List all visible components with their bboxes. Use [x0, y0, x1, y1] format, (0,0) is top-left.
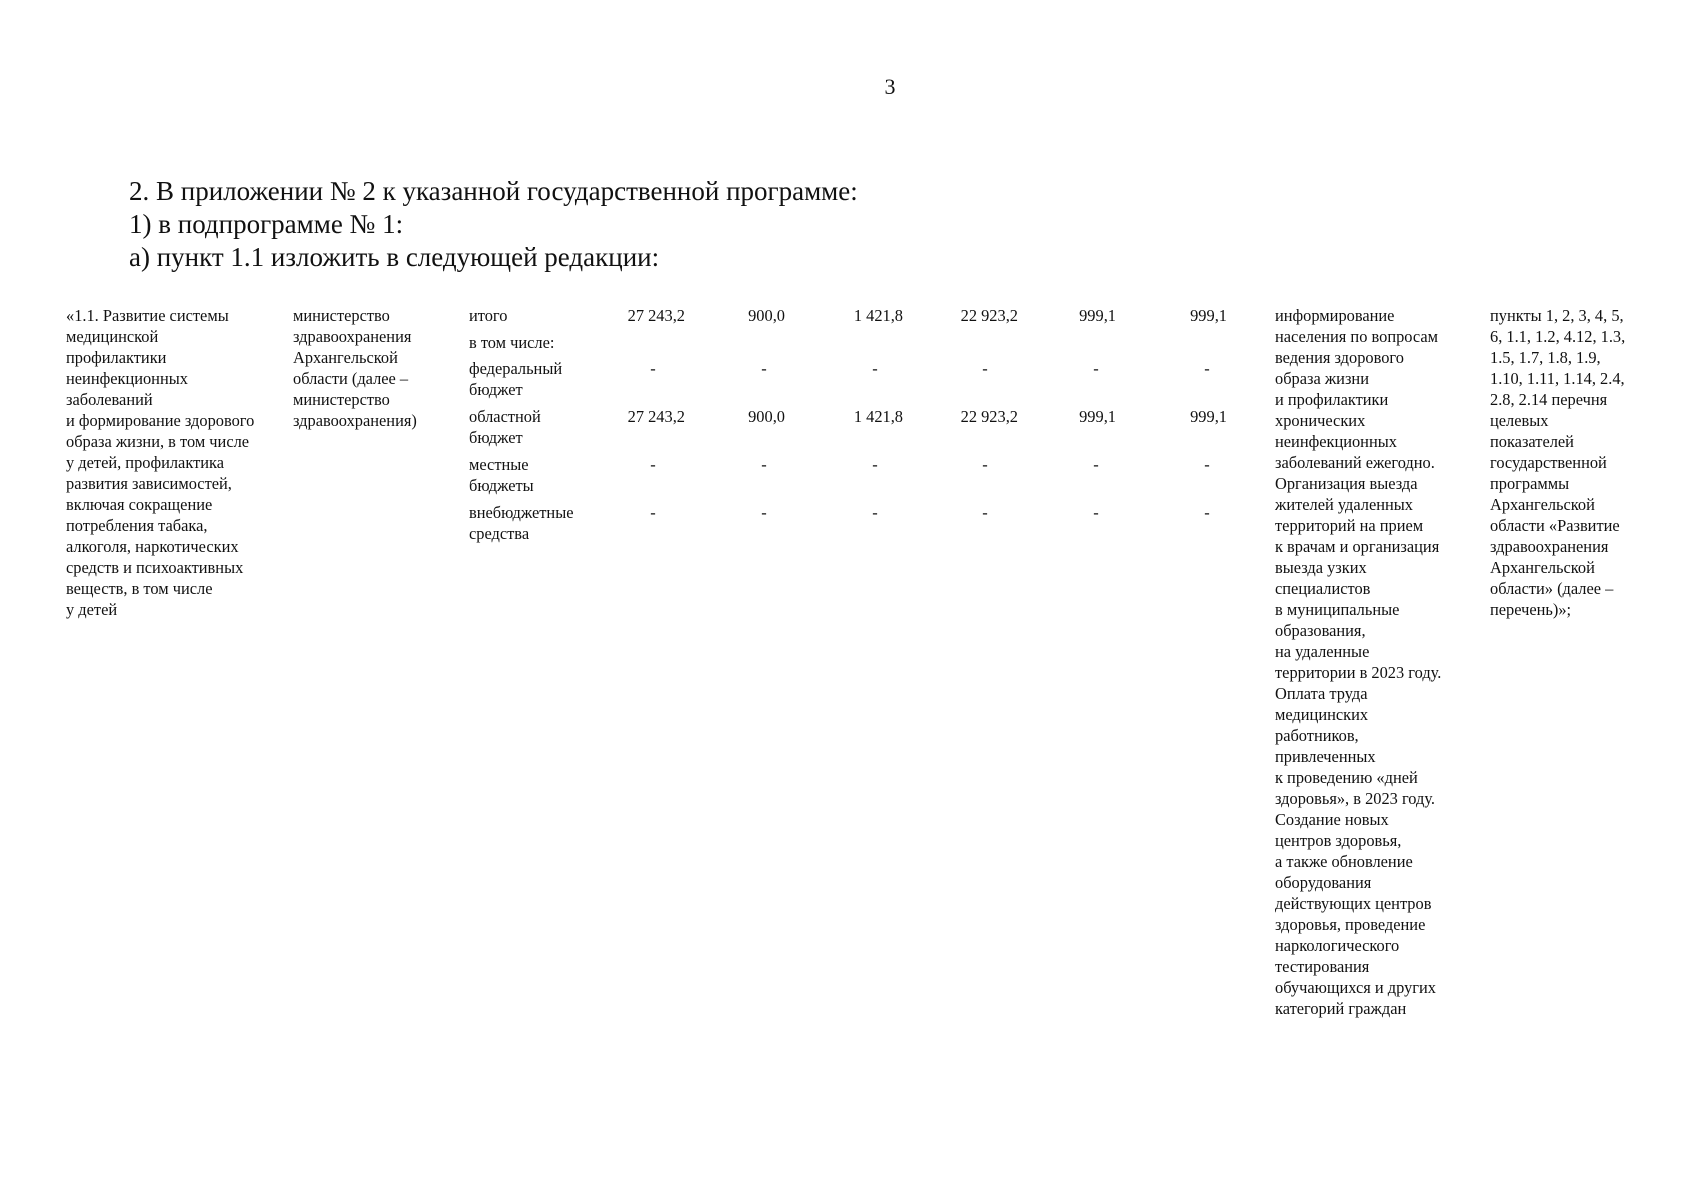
federal-year-4: -: [1093, 359, 1099, 378]
federal-year-3: -: [982, 359, 988, 378]
extra-year-1: -: [761, 503, 767, 522]
source-local: местные бюджеты: [469, 455, 534, 495]
regional-year-3: 22 923,2: [960, 407, 1018, 426]
local-year-2: -: [872, 455, 878, 474]
source-including: в том числе:: [469, 333, 555, 352]
local-sum: -: [650, 455, 656, 474]
source-extra: внебюджетные средства: [469, 503, 574, 543]
federal-year-1: -: [761, 359, 767, 378]
federal-sum: -: [650, 359, 656, 378]
federal-year-2: -: [872, 359, 878, 378]
federal-year-5: -: [1204, 359, 1210, 378]
intro-text: [129, 175, 858, 274]
total-year-5: 999,1: [1190, 306, 1227, 325]
extra-year-4: -: [1093, 503, 1099, 522]
total-year-3: 22 923,2: [960, 306, 1018, 325]
expected-result-cell: информирование населения по вопросам ведения здорового образа жизни и профилактики хронических неинфекционных заболеваний ежегодно. Организация выезда жителей удаленных территорий на прием к врачам и организация выезда узких специалистов в муниципальные образования, на удаленные территории в 2023 году. Оплата труда медицинских работников, привлеченных к проведению «дней здоровья», в 2023 году. Создание новых центров здоровья, а также обновление оборудования действующих центров здоровья, проведение наркологического тестирования обучающихся и других категорий граждан: [1275, 306, 1442, 1018]
extra-year-5: -: [1204, 503, 1210, 522]
local-year-1: -: [761, 455, 767, 474]
total-year-1: 900,0: [748, 306, 785, 325]
local-year-4: -: [1093, 455, 1099, 474]
source-total: итого: [469, 306, 508, 325]
intro-line-1: 2. В приложении № 2 к указанной государственной программе:: [129, 176, 858, 206]
regional-year-1: 900,0: [748, 407, 785, 426]
page-number: 3: [884, 74, 896, 99]
regional-year-5: 999,1: [1190, 407, 1227, 426]
regional-sum: 27 243,2: [627, 407, 685, 426]
total-year-4: 999,1: [1079, 306, 1116, 325]
intro-line-2: 1) в подпрограмме № 1:: [129, 209, 404, 239]
total-year-2: 1 421,8: [853, 306, 903, 325]
extra-year-2: -: [872, 503, 878, 522]
measure-name-cell: «1.1. Развитие системы медицинской профилактики неинфекционных заболеваний и формирование здорового образа жизни, в том числе у детей, профилактика развития зависимостей, включая сокращение потребления табака, алкоголя, наркотических средств и психоактивных веществ, в том числе у детей: [66, 306, 255, 619]
extra-year-3: -: [982, 503, 988, 522]
indicators-cell: пункты 1, 2, 3, 4, 5, 6, 1.1, 1.2, 4.12, 1.3, 1.5, 1.7, 1.8, 1.9, 1.10, 1.11, 1.14, 2.4, 2.8, 2.14 перечня целевых показателей государственной программы Архангельской области «Развитие здравоохранения Архангельской области» (далее – перечень)»;: [1490, 306, 1626, 619]
regional-year-2: 1 421,8: [853, 407, 903, 426]
local-year-3: -: [982, 455, 988, 474]
executor-cell: министерство здравоохранения Архангельской области (далее – министерство здравоохранения): [293, 306, 417, 430]
local-year-5: -: [1204, 455, 1210, 474]
source-regional: областной бюджет: [469, 407, 541, 447]
extra-sum: -: [650, 503, 656, 522]
total-sum: 27 243,2: [627, 306, 685, 325]
source-federal: федеральный бюджет: [469, 359, 563, 399]
regional-year-4: 999,1: [1079, 407, 1116, 426]
intro-line-3: а) пункт 1.1 изложить в следующей редакции:: [129, 242, 660, 272]
